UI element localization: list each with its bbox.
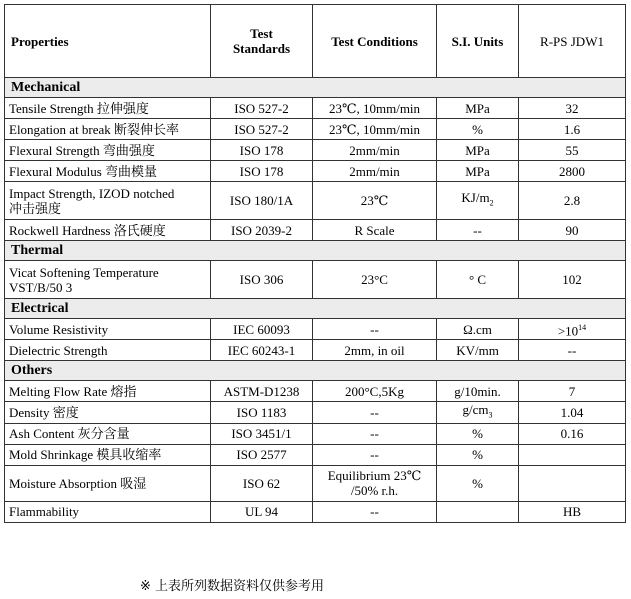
section-title: Others [5,361,626,381]
table-row-flexural-strength [5,140,626,161]
cell-condition: 23°C [313,261,437,299]
header-test-standards [211,5,313,78]
cell-value: 32 [519,98,626,119]
cell-unit: % [437,465,519,501]
cell-property: Flammability [5,501,211,522]
cell-property: Tensile Strength 拉伸强度 [5,98,211,119]
unit-main: KJ/m [461,190,490,206]
section-title: Mechanical [5,78,626,98]
cell-value [519,319,626,340]
cell-condition-line1: Equilibrium 23℃ [327,468,422,484]
cell-property-line1: Vicat Softening Temperature [9,264,159,280]
cell-standard: ISO 178 [211,161,313,182]
table-row-moisture [5,465,626,501]
cell-property: Dielectric Strength [5,340,211,361]
cell-unit: % [437,444,519,465]
table-row-volume-resistivity [5,319,626,340]
cell-standard: ISO 2039-2 [211,220,313,241]
cell-standard: ISO 178 [211,140,313,161]
unit-main: g/cm [462,402,489,417]
cell-unit [437,402,519,424]
section-title: Electrical [5,299,626,319]
header-test-standards-line2: Standards [232,41,291,56]
section-title: Thermal [5,241,626,261]
cell-condition: 2mm/min [313,161,437,182]
table-row-impact [5,182,626,220]
table-row-tensile [5,98,626,119]
cell-value: 102 [519,261,626,299]
header-si-units: S.I. Units [437,5,519,78]
cell-unit: ° C [437,261,519,299]
cell-condition-line2: /50% r.h. [350,483,399,499]
cell-value: 90 [519,220,626,241]
cell-value: 0.16 [519,423,626,444]
unit-subscript: 3 [488,410,493,420]
cell-standard: UL 94 [211,501,313,522]
header-test-conditions: Test Conditions [313,5,437,78]
cell-unit: -- [437,220,519,241]
cell-standard: IEC 60093 [211,319,313,340]
cell-property: Volume Resistivity [5,319,211,340]
header-row [5,5,626,78]
cell-condition [313,465,437,501]
cell-unit [437,182,519,220]
unit-subscript: 2 [489,198,494,208]
cell-condition: R Scale [313,220,437,241]
cell-value: HB [519,501,626,522]
cell-property-line1: Impact Strength, IZOD notched [9,185,175,201]
cell-value [519,465,626,501]
cell-value [519,444,626,465]
cell-condition: -- [313,501,437,522]
cell-standard: ISO 527-2 [211,98,313,119]
header-grade: R-PS JDW1 [519,5,626,78]
cell-condition: -- [313,319,437,340]
cell-property: Mold Shrinkage 模具收缩率 [5,444,211,465]
table-row-flammability [5,501,626,522]
cell-condition: 23℃ [313,182,437,220]
table-row-vicat [5,261,626,299]
cell-value: 55 [519,140,626,161]
cell-unit [437,501,519,522]
cell-property: Density 密度 [5,402,211,424]
footnote: ※ 上表所列数据资料仅供参考用 [140,579,325,594]
properties-table [4,4,626,523]
header-properties: Properties [5,5,211,78]
cell-condition: 23℃, 10mm/min [313,98,437,119]
cell-standard: ISO 180/1A [211,182,313,220]
cell-unit: % [437,423,519,444]
table-row-rockwell [5,220,626,241]
cell-unit: MPa [437,161,519,182]
cell-unit: KV/mm [437,340,519,361]
value-superscript: 14 [578,322,587,332]
section-electrical [5,299,626,319]
cell-condition: -- [313,402,437,424]
table-row-ash [5,423,626,444]
section-others [5,361,626,381]
cell-unit: MPa [437,140,519,161]
cell-standard: IEC 60243-1 [211,340,313,361]
cell-standard: ISO 1183 [211,402,313,424]
cell-property: Rockwell Hardness 洛氏硬度 [5,220,211,241]
cell-property: Elongation at break 断裂伸长率 [5,119,211,140]
cell-property [5,261,211,299]
cell-property: Moisture Absorption 吸湿 [5,465,211,501]
cell-condition: 2mm, in oil [313,340,437,361]
cell-property-line2: VST/B/50 3 [9,279,73,295]
table-row-elongation [5,119,626,140]
cell-standard: ISO 527-2 [211,119,313,140]
table-row-dielectric [5,340,626,361]
cell-standard: ISO 3451/1 [211,423,313,444]
cell-standard: ISO 306 [211,261,313,299]
cell-property: Flexural Modulus 弯曲模量 [5,161,211,182]
cell-property: Melting Flow Rate 熔指 [5,381,211,402]
cell-property-line2: 冲击强度 [9,200,62,216]
cell-value: 2.8 [519,182,626,220]
cell-condition: -- [313,423,437,444]
cell-value: 1.6 [519,119,626,140]
cell-value: 7 [519,381,626,402]
cell-standard: ASTM-D1238 [211,381,313,402]
cell-condition: 23℃, 10mm/min [313,119,437,140]
section-mechanical [5,78,626,98]
table-row-flexural-modulus [5,161,626,182]
table-row-melt-flow [5,381,626,402]
value-main: >10 [557,323,579,339]
cell-standard: ISO 62 [211,465,313,501]
cell-unit: Ω.cm [437,319,519,340]
cell-value: 2800 [519,161,626,182]
cell-value: -- [519,340,626,361]
cell-property [5,182,211,220]
section-thermal [5,241,626,261]
cell-condition: 200°C,5Kg [313,381,437,402]
cell-value: 1.04 [519,402,626,424]
header-test-standards-line1: Test [250,26,273,41]
cell-standard: ISO 2577 [211,444,313,465]
cell-property: Ash Content 灰分含量 [5,423,211,444]
table-row-density [5,402,626,424]
cell-condition: 2mm/min [313,140,437,161]
cell-unit: % [437,119,519,140]
cell-condition: -- [313,444,437,465]
cell-unit: g/10min. [437,381,519,402]
cell-property: Flexural Strength 弯曲强度 [5,140,211,161]
cell-unit: MPa [437,98,519,119]
table-row-shrinkage [5,444,626,465]
